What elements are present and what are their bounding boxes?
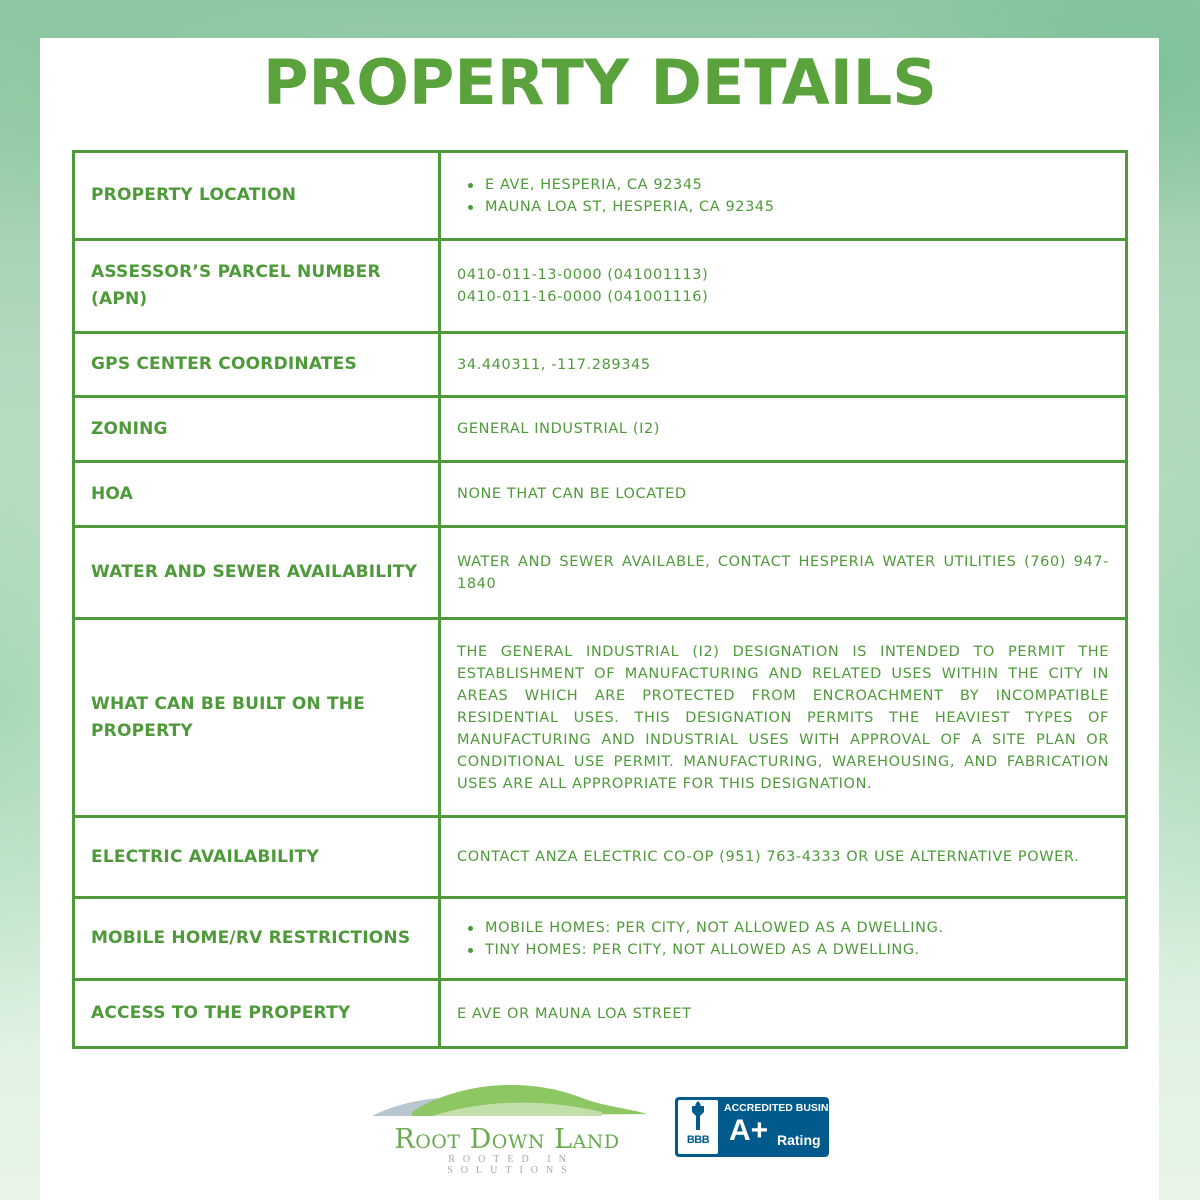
page-title: PROPERTY DETAILS [263,46,937,119]
table-row [74,980,1127,1048]
root-down-land-logo [372,1082,652,1176]
row-value: NONE THAT CAN BE LOCATED [440,462,1127,527]
row-value: GENERAL INDUSTRIAL (I2) [440,397,1127,462]
list-item: TINY HOMES: PER CITY, NOT ALLOWED AS A DWELLING. [485,939,1109,961]
hills-icon [372,1082,652,1126]
row-value: WATER AND SEWER AVAILABLE, CONTACT HESPERIA WATER UTILITIES (760) 947-1840 [440,527,1127,619]
row-value [440,240,1127,333]
row-label: ACCESS TO THE PROPERTY [74,980,440,1048]
row-label: PROPERTY LOCATION [74,152,440,240]
location-list [457,174,1109,218]
torch-icon [678,1100,718,1136]
table-row [74,619,1127,817]
row-value: E AVE OR MAUNA LOA STREET [440,980,1127,1048]
row-label: WHAT CAN BE BUILT ON THE PROPERTY [74,619,440,817]
property-details-table [72,150,1128,1049]
logo-tagline: ROOTED IN SOLUTIONS [447,1154,575,1176]
table-row [74,152,1127,240]
row-label: MOBILE HOME/RV RESTRICTIONS [74,898,440,980]
apn-line: 0410-011-13-0000 (041001113) [457,267,709,283]
row-label: GPS CENTER COORDINATES [74,333,440,397]
rating-label: Rating [777,1132,821,1148]
row-label: ZONING [74,397,440,462]
table-row [74,397,1127,462]
table-row [74,527,1127,619]
table-row [74,240,1127,333]
accredited-business-label: ACCREDITED BUSINESS [724,1102,850,1114]
row-value [440,898,1127,980]
table-row [74,817,1127,898]
row-label: ELECTRIC AVAILABILITY [74,817,440,898]
row-label: WATER AND SEWER AVAILABILITY [74,527,440,619]
row-value [440,152,1127,240]
list-item: MOBILE HOMES: PER CITY, NOT ALLOWED AS A DWELLING. [485,917,1109,939]
rating-grade: A+ [729,1114,769,1147]
bbb-accreditation-badge [675,1097,850,1157]
list-item: E AVE, HESPERIA, CA 92345 [485,174,1109,196]
row-value: CONTACT ANZA ELECTRIC CO-OP (951) 763-4333 OR USE ALTERNATIVE POWER. [440,817,1127,898]
row-value: THE GENERAL INDUSTRIAL (I2) DESIGNATION IS INTENDED TO PERMIT THE ESTABLISHMENT OF MANUFACTURING AND RELATED USES WITHIN THE CITY IN AREAS WHICH ARE PROTECTED FROM ENCROACHMENT BY INCOMPATIBLE RESIDENTIAL USES. THIS DESIGNATION PERMITS THE HEAVIEST TYPES OF MANUFACTURING AND INDUSTRIAL USES WITH APPROVAL OF A SITE PLAN OR CONDITIONAL USE PERMIT. MANUFACTURING, WAREHOUSING, AND FABRICATION USES ARE ALL APPROPRIATE FOR THIS DESIGNATION. [440,619,1127,817]
restrictions-list [457,917,1109,961]
bbb-wordmark: BBB [686,1134,710,1146]
row-label: ASSESSOR’S PARCEL NUMBER (APN) [74,240,440,333]
apn-line: 0410-011-16-0000 (041001116) [457,289,709,305]
table-row [74,462,1127,527]
row-value: 34.440311, -117.289345 [440,333,1127,397]
table-row [74,333,1127,397]
logo-wordmark: Root Down Land [394,1124,620,1155]
row-label: HOA [74,462,440,527]
list-item: MAUNA LOA ST, HESPERIA, CA 92345 [485,196,1109,218]
table-row [74,898,1127,980]
